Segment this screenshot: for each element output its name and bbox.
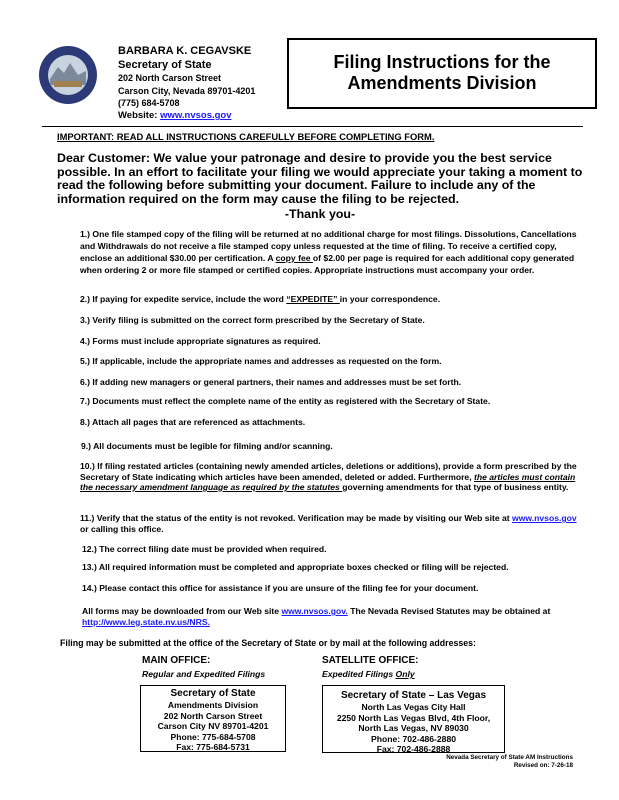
downloads-note [82, 606, 582, 627]
nvsos-link[interactable]: www.nvsos.gov [512, 513, 577, 523]
text: The Nevada Revised Statutes may be obtained at [347, 606, 551, 616]
nevada-seal-logo [38, 45, 98, 105]
address-line: Amendments Division [167, 700, 259, 710]
instruction-1 [80, 228, 580, 276]
title-box [287, 38, 597, 109]
revision-date: Revised on: 7-26-18 [513, 762, 573, 769]
text: 2.) If paying for expedite service, include the word [80, 294, 287, 304]
text: Expedited Filings [322, 669, 396, 679]
text: 11.) Verify that the status of the entity is not revoked. Verification may be made by visiting our Web site at [80, 513, 513, 523]
address-line: Secretary of State [170, 688, 256, 699]
text: in your correspondence. [339, 294, 441, 304]
instruction-6: 6.) If adding new managers or general partners, their names and addresses must be set forth. [80, 377, 462, 387]
instruction-2 [80, 293, 580, 305]
instruction-8: 8.) Attach all pages that are referenced as attachments. [80, 417, 306, 427]
address-line: Fax: 702-486-2888 [376, 744, 451, 754]
address-line: Phone: 775-684-5708 [170, 731, 256, 742]
address-line: 202 North Carson Street [163, 710, 263, 721]
header-phone: (775) 684-5708 [118, 98, 180, 108]
text: governing amendments for that type of business entity. [342, 482, 569, 492]
header-website [118, 110, 232, 121]
instruction-3: 3.) Verify filing is submitted on the correct form prescribed by the Secretary of State. [80, 315, 425, 325]
important-notice: IMPORTANT: READ ALL INSTRUCTIONS CAREFULLY BEFORE COMPLETING FORM. [57, 131, 435, 142]
address-line: 2250 North Las Vegas Blvd, 4th Floor, [336, 712, 491, 723]
instruction-9: 9.) All documents must be legible for filming and/or scanning. [81, 441, 333, 451]
instruction-12: 12.) The correct filing date must be provided when required. [82, 544, 327, 554]
expedite-text: “EXPEDITE” [286, 294, 340, 304]
copy-fee-text: copy fee [275, 253, 313, 263]
text: of $2.00 per page is required for each additional copy generated when ordering 2 or more file stamped or certified copies. Appropriate instructions must accompany your order. [80, 253, 575, 275]
satellite-office-sub [322, 669, 415, 679]
instruction-5: 5.) If applicable, include the appropriate names and addresses as requested on the form. [80, 356, 442, 366]
intro-paragraph: Dear Customer: We value your patronage and desire to provide you the best service possible. In an effort to facilitate your filing we would appreciate your taking a moment to read the following before submitting your document. Failure to include any of the information required on the form may cause the filing to be rejected. [57, 151, 583, 206]
address-line: North Las Vegas, NV 89030 [358, 723, 469, 733]
address-line: North Las Vegas City Hall [361, 702, 466, 712]
instruction-11 [80, 513, 580, 534]
address-line: Carson City NV 89701-4201 [157, 721, 269, 731]
secretary-office: Secretary of State [118, 59, 212, 71]
text: 1.) One file stamped copy of the filing will be returned at no additional charge for most filings. Dissolutions, Cancellations and Withdrawals do not receive a file stamped copy unless requested at the time of filing. To receive a certified copy, enclose an additional $30.00 per certification. A [80, 229, 577, 263]
main-office-heading: MAIN OFFICE: [142, 655, 211, 666]
title-line-1: Filing Instructions for the [333, 52, 551, 72]
only-text: Only [395, 669, 415, 679]
nvsos-download-link[interactable]: www.nvsos.gov. [281, 606, 348, 616]
statutes-text: the articles must contain the necessary amendment language as required by the statutes [80, 471, 576, 492]
instruction-10 [80, 461, 580, 493]
instruction-4: 4.) Forms must include appropriate signatures as required. [80, 336, 321, 346]
header-street: 202 North Carson Street [118, 73, 222, 83]
main-office-sub: Regular and Expedited Filings [142, 669, 266, 679]
header-city: Carson City, Nevada 89701-4201 [118, 86, 256, 96]
instruction-7: 7.) Documents must reflect the complete name of the entity as registered with the Secretary of State. [80, 396, 491, 406]
website-label: Website: [118, 110, 161, 121]
text: or calling this office. [80, 523, 164, 534]
address-line: Secretary of State – Las Vegas [340, 690, 487, 701]
thank-you: -Thank you- [284, 207, 356, 221]
submit-note: Filing may be submitted at the office of the Secretary of State or by mail at the following addresses: [60, 638, 476, 648]
main-office-address-box [140, 685, 286, 752]
instruction-14: 14.) Please contact this office for assistance if you are unsure of the filing fee for your document. [82, 583, 479, 593]
footer-line: Nevada Secretary of State AM Instructions [446, 754, 573, 761]
satellite-office-address-box [322, 685, 505, 753]
address-line: Fax: 775-684-5731 [176, 742, 250, 752]
nrs-link[interactable]: http://www.leg.state.nv.us/NRS. [82, 616, 210, 627]
text: All forms may be downloaded from our Web site [82, 606, 282, 616]
text: 10.) If filing restated articles (containing newly amended articles, deletions or additions), provide a form prescribed by the Secretary of State indicating which articles have been amended, deleted or added. Furthermore, [80, 461, 577, 482]
instruction-13: 13.) All required information must be completed and appropriate boxes checked or filing will be rejected. [82, 562, 509, 572]
secretary-name: BARBARA K. CEGAVSKE [118, 45, 252, 57]
website-link[interactable]: www.nvsos.gov [160, 110, 232, 121]
header-divider [42, 126, 583, 127]
title-line-2: Amendments Division [347, 73, 537, 93]
address-line: Phone: 702-486-2880 [370, 733, 457, 744]
footer [446, 754, 573, 770]
satellite-office-heading: SATELLITE OFFICE: [322, 655, 419, 666]
